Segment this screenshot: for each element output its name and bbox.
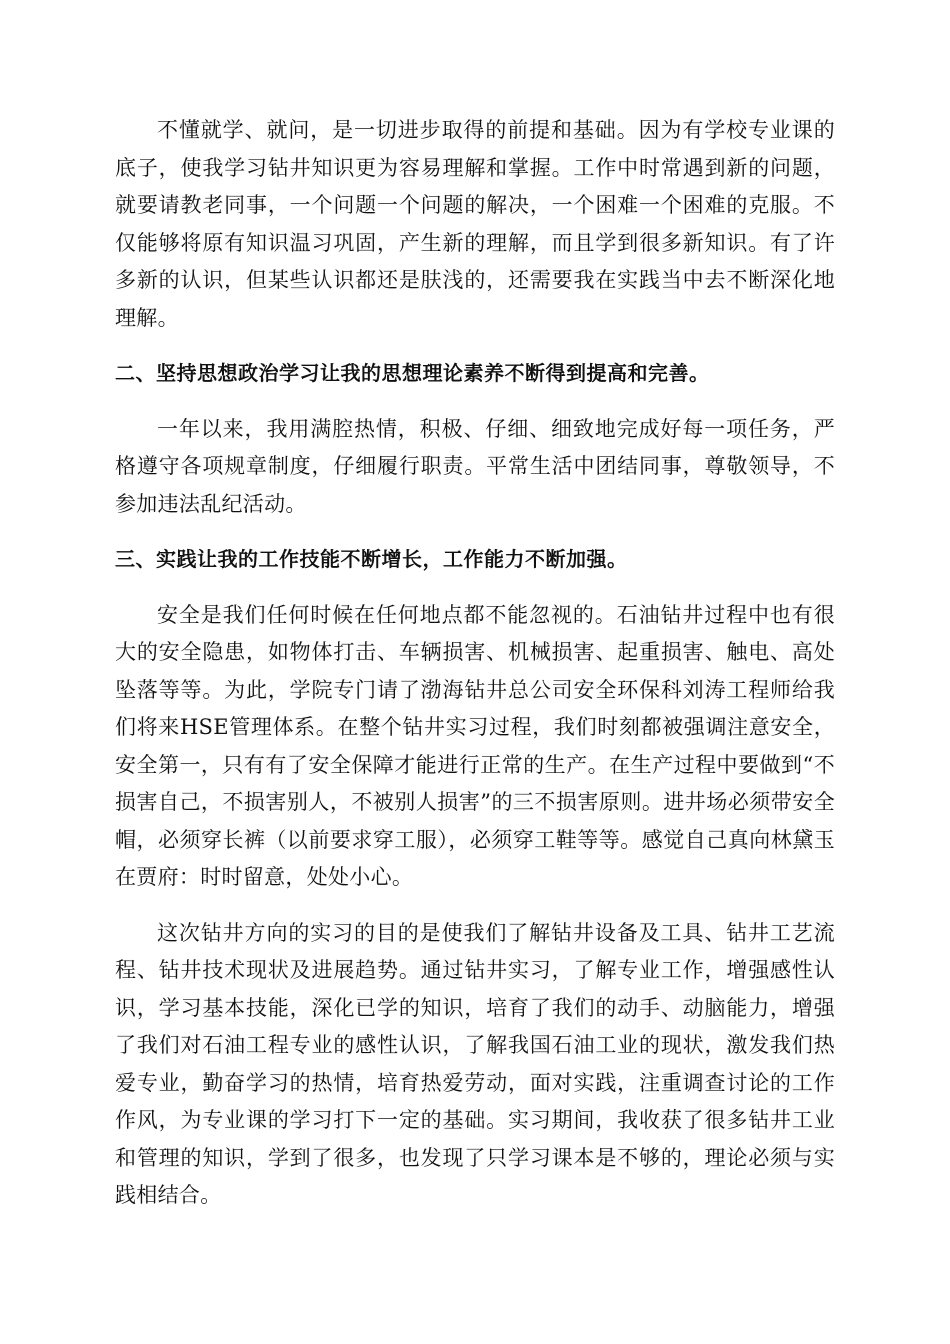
paragraph-political-study: 一年以来，我用满腔热情，积极、仔细、细致地完成好每一项任务，严格遵守各项规章制度，仔细履行职责。平常生活中团结同事，尊敬领导，不参加违法乱纪活动。 [115,416,835,516]
paragraph-safety: 安全是我们任何时候在任何地点都不能忽视的。石油钻井过程中也有很大的安全隐患，如物体打击、车辆损害、机械损害、起重损害、触电、高处坠落等等。为此，学院专门请了渤海钻井总公司安全环保科刘涛工程师给我们将来HSE管理体系。在整个钻井实习过程，我们时刻都被强调注意安全，安全第一，只有有了安全保障才能进行正常的生产。在生产过程中要做到“不损害自己，不损害别人，不被别人损害”的三不损害原则。进井场必须带安全帽，必须穿长裤（以前要求穿工服），必须穿工鞋等等。感觉自己真向林黛玉在贾府：时时留意，处处小心。 [115,602,835,889]
paragraph-learning: 不懂就学、就问，是一切进步取得的前提和基础。因为有学校专业课的底子，使我学习钻井知识更为容易理解和掌握。工作中时常遇到新的问题，就要请教老同事，一个问题一个问题的解决，一个困难一个困难的克服。不仅能够将原有知识温习巩固，产生新的理解，而且学到很多新知识。有了许多新的认识，但某些认识都还是肤浅的，还需要我在实践当中去不断深化地理解。 [115,118,835,330]
paragraph-internship-purpose: 这次钻井方向的实习的目的是使我们了解钻井设备及工具、钻井工艺流程、钻井技术现状及进展趋势。通过钻井实习，了解专业工作，增强感性认识，学习基本技能，深化已学的知识，培育了我们的动手、动脑能力，增强了我们对石油工程专业的感性认识，了解我国石油工业的现状，激发我们热爱专业，勤奋学习的热情，培育热爱劳动，面对实践，注重调查讨论的工作作风，为专业课的学习打下一定的基础。实习期间，我收获了很多钻井工业和管理的知识，学到了很多，也发现了只学习课本是不够的，理论必须与实践相结合。 [115,920,835,1207]
section-heading-2: 二、坚持思想政治学习让我的思想理论素养不断得到提高和完善。 [115,361,710,385]
document-body [115,112,835,1233]
section-heading-3: 三、实践让我的工作技能不断增长，工作能力不断加强。 [115,547,628,571]
